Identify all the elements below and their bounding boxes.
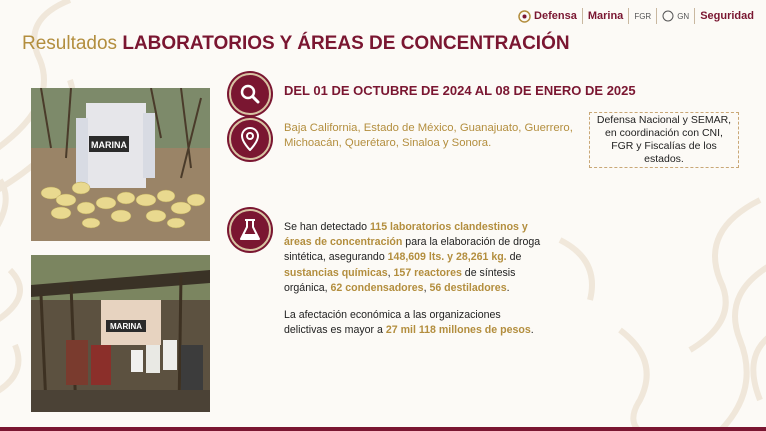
page-title: Resultados LABORATORIOS Y ÁREAS DE CONCENTRACIÓN [22,33,570,54]
search-icon-badge [229,73,271,115]
gn-badge-icon [662,10,674,22]
logo-defensa: Defensa [518,10,577,23]
coordination-note: Defensa Nacional y SEMAR, en coordinación con CNI, FGR y Fiscalías de los estados. [589,112,739,168]
defensa-emblem-icon [518,10,531,23]
bottom-bar [0,427,766,431]
states-list: Baja California, Estado de México, Guanajuato, Guerrero, Michoacán, Querétaro, Sinaloa y Sonora. [284,122,573,149]
location-icon-badge [229,118,271,160]
photo-lab-site-1 [31,88,210,241]
agency-logos [518,8,754,24]
photo-lab-site-2 [31,255,210,412]
impact-paragraph: La afectación económica a las organizaciones delictivas es mayor a 27 mil 118 millones de pesos. [284,309,534,337]
logo-fgr: FGR [634,11,652,21]
flask-icon-badge [229,209,271,251]
results-summary [284,220,544,338]
marina-sign-text: MARINA [91,140,127,150]
location-pin-icon [240,127,260,151]
search-icon [239,83,261,105]
logo-gn: GN [662,10,689,22]
report-period: DEL 01 DE OCTUBRE DE 2024 AL 08 DE ENERO DE 2025 [284,83,636,98]
logo-seguridad: Seguridad [700,10,754,22]
results-paragraph: Se han detectado 115 laboratorios clandestinos y áreas de concentración para la elaboración de droga sintética, asegurando 148,609 lts. y 28,261 kg. de sustancias químicas, 157 reactores de síntesis orgánica, 62 condensadores, 56 destiladores. [284,221,541,294]
marina-sign-text-2: MARINA [110,322,142,331]
flask-icon [239,218,261,242]
logo-marina: Marina [587,10,624,22]
